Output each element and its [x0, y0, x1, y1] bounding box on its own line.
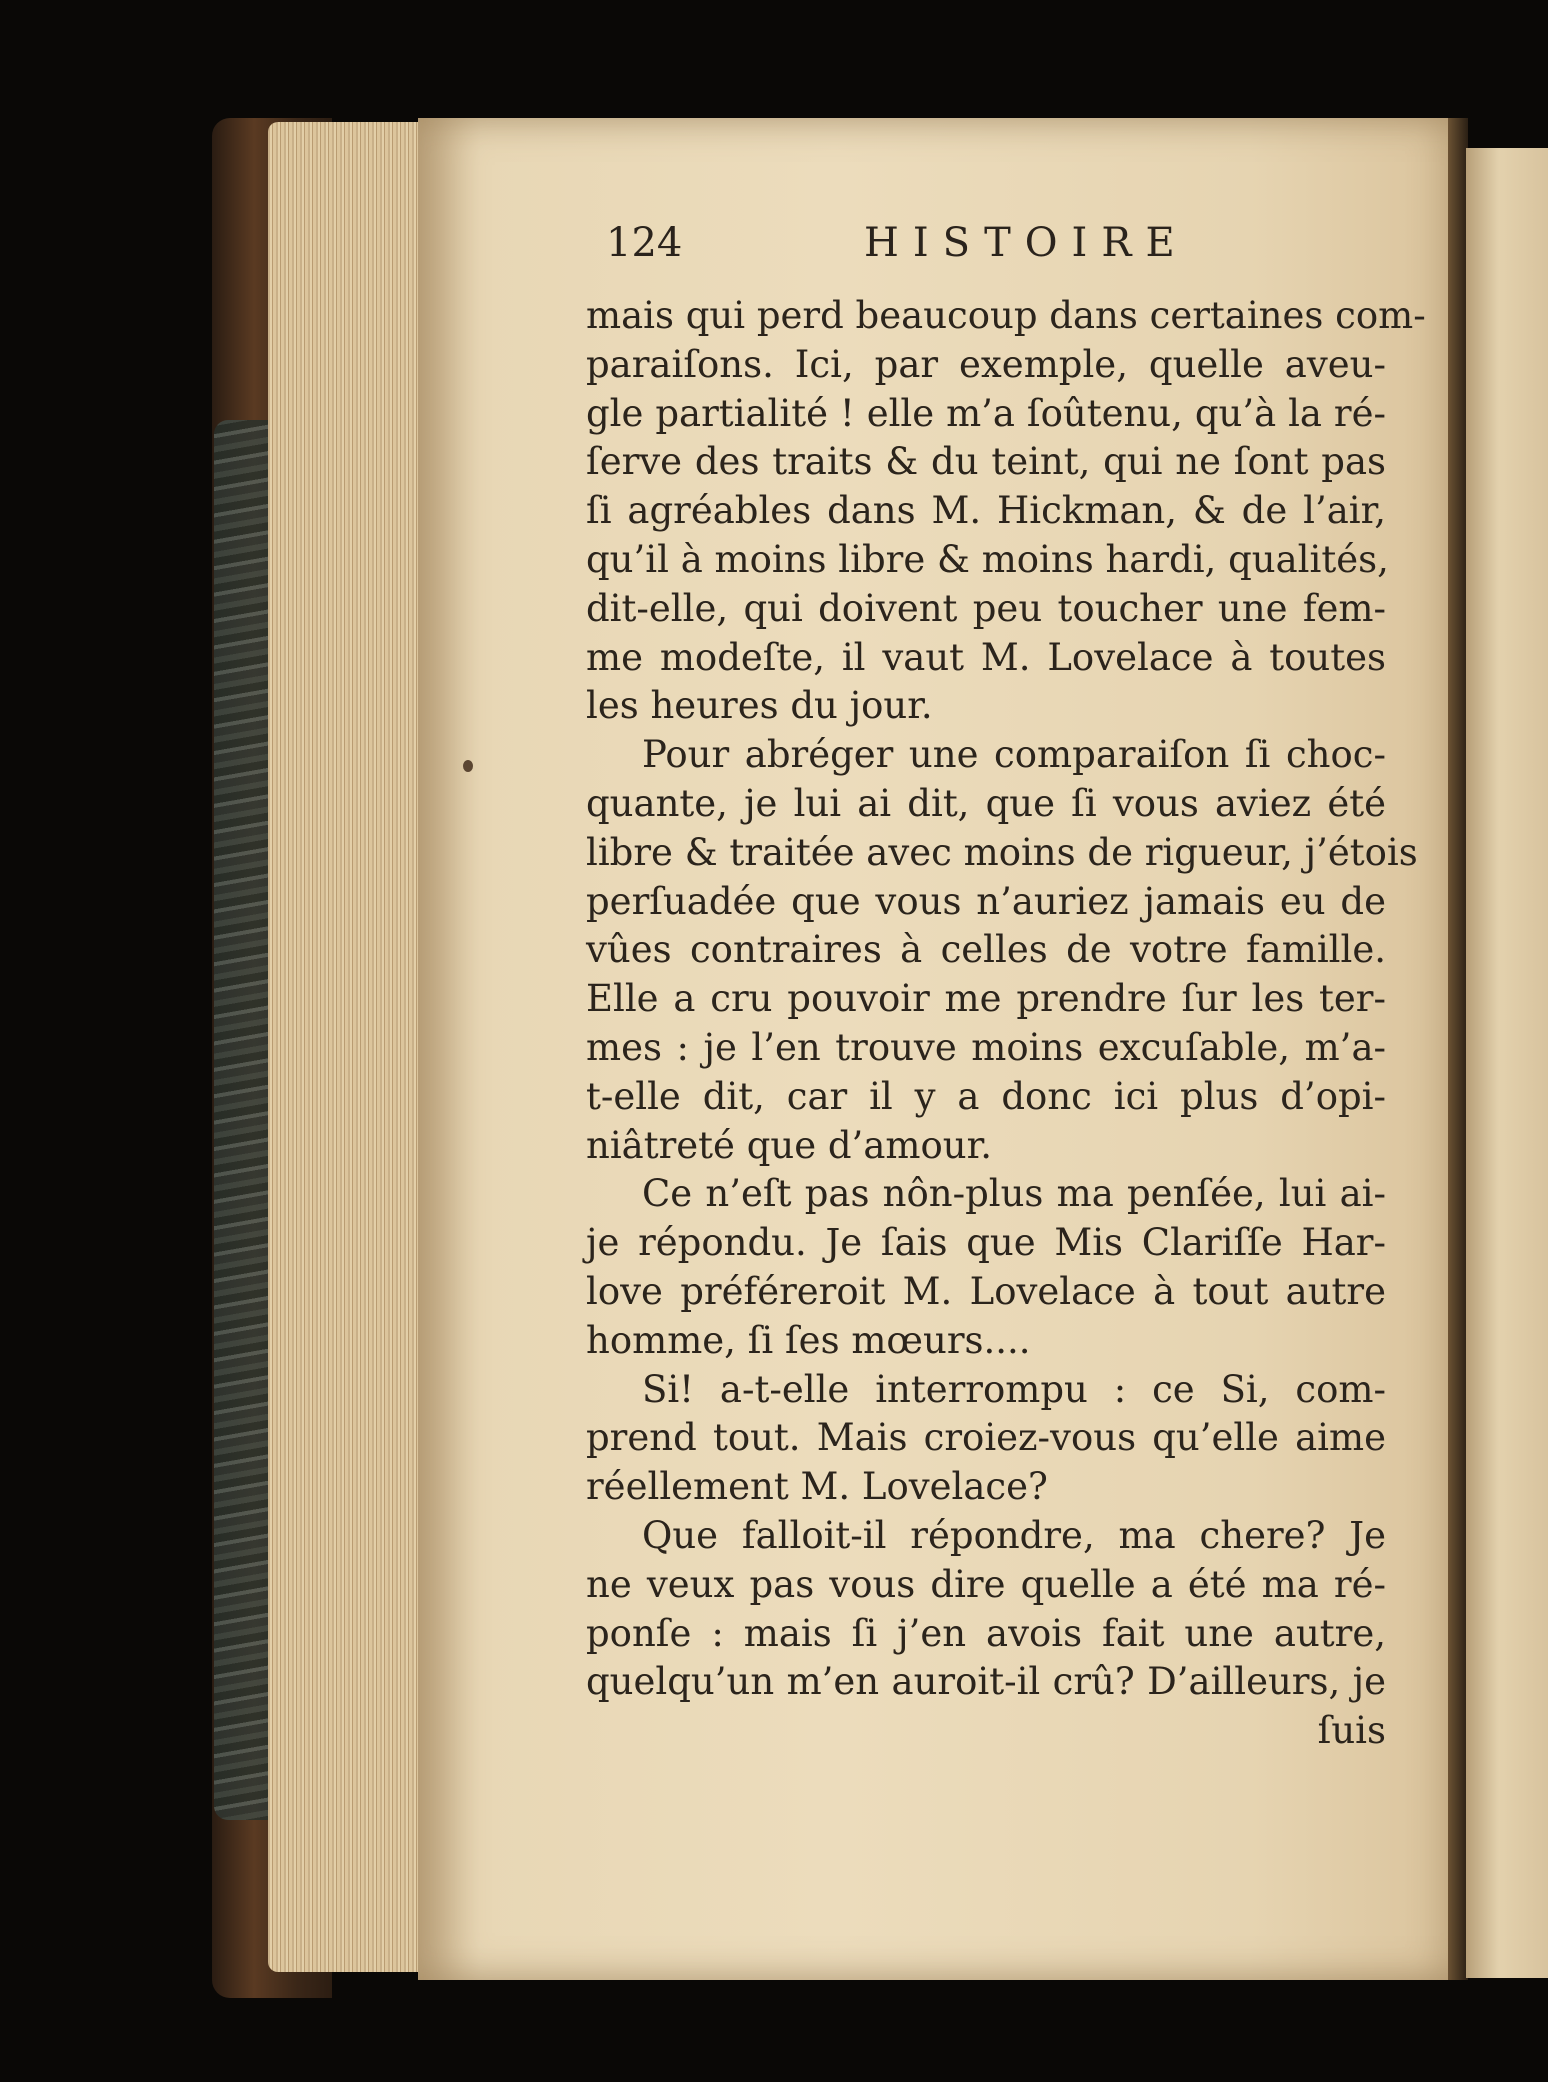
text-line: t-elle dit, car il y a donc ici plus d’opi- [586, 1074, 1386, 1118]
text-line: ſerve des traits & du teint, qui ne ſont pas [586, 440, 1386, 484]
text-line: niâtreté que d’amour. [586, 1123, 992, 1167]
running-title: HISTOIRE [864, 220, 1189, 266]
text-line: quante, je lui ai dit, que ſi vous aviez été [586, 781, 1386, 825]
text-line: vûes contraires à celles de votre famille. [586, 928, 1386, 972]
text-line: Que falloit-il répondre, ma chere? Je [642, 1513, 1386, 1557]
text-line: me modeſte, il vaut M. Lovelace à toutes [586, 635, 1386, 679]
text-line: Elle a cru pouvoir me prendre ſur les ter- [586, 977, 1386, 1021]
text-line: Ce n’eſt pas nôn-plus ma penſée, lui ai- [642, 1172, 1386, 1216]
gutter [1448, 118, 1468, 1980]
text-line: ne veux pas vous dire quelle a été ma ré- [586, 1562, 1386, 1606]
body-text [586, 292, 1426, 1756]
catchword: ſuis [1317, 1709, 1386, 1753]
page-number: 124 [606, 220, 683, 266]
text-line: je répondu. Je ſais que Mis Clariſſe Har- [586, 1221, 1386, 1265]
text-line: libre & traitée avec moins de rigueur, j’étois [586, 830, 1418, 874]
text-line: ponſe : mais ſi j’en avois fait une autre, [586, 1611, 1386, 1655]
text-line: gle partialité ! elle m’a ſoûtenu, qu’à la ré- [586, 391, 1386, 435]
text-line: homme, ſi ſes mœurs.... [586, 1318, 1031, 1362]
text-line: réellement M. Lovelace? [586, 1465, 1048, 1509]
text-line: love préféreroit M. Lovelace à tout autre [586, 1269, 1386, 1313]
text-line: mais qui perd beaucoup dans certaines com- [586, 294, 1426, 337]
text-line: dit-elle, qui doivent peu toucher une fem- [586, 586, 1386, 630]
text-line: perſuadée que vous n’auriez jamais eu de [586, 879, 1386, 923]
ink-spot [463, 760, 473, 772]
page-edges [268, 122, 420, 1972]
text-line: quelqu’un m’en auroit-il crû? D’ailleurs, je [586, 1660, 1386, 1704]
text-line: les heures du jour. [586, 684, 933, 728]
text-line: ſi agréables dans M. Hickman, & de l’air, [586, 489, 1386, 533]
text-line: Pour abréger une comparaiſon ſi choc- [642, 733, 1386, 777]
text-line: paraiſons. Ici, par exemple, quelle aveu- [586, 342, 1386, 386]
text-line: qu’il à moins libre & moins hardi, qualités, [586, 537, 1389, 581]
facing-page-edge [1466, 148, 1548, 1978]
running-head [606, 220, 1206, 280]
text-line: prend tout. Mais croiez-vous qu’elle aime [586, 1416, 1386, 1460]
text-line: Si! a-t-elle interrompu : ce Si, com- [642, 1367, 1386, 1411]
text-line: mes : je l’en trouve moins excuſable, m’a- [586, 1025, 1386, 1069]
